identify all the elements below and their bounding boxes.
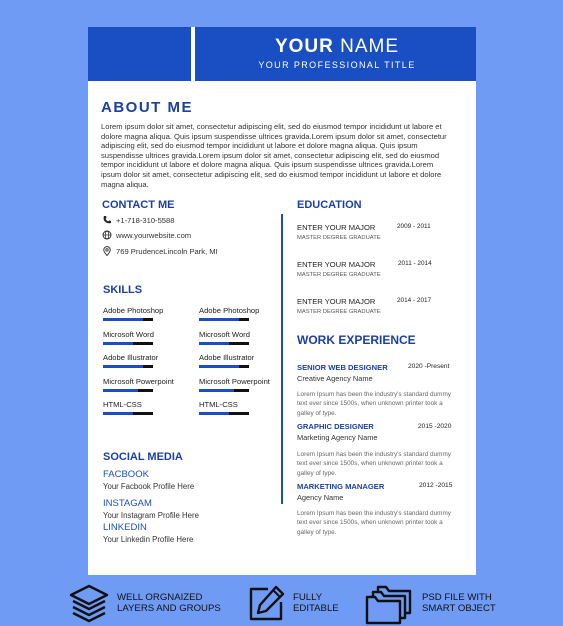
skill-bar	[199, 365, 249, 368]
phone-text: +1-718-310-5588	[116, 215, 175, 225]
skill-bar	[199, 412, 249, 415]
social-label-facebook[interactable]: FACBOOK	[103, 469, 149, 480]
skill-name: Microsoft Powerpoint	[199, 377, 270, 386]
job-dates: 2012 -2015	[419, 482, 453, 489]
education-degree: MASTER DEGREE GRADUATE	[297, 309, 381, 315]
education-heading: EDUCATION	[297, 199, 362, 211]
job-agency: Marketing Agency Name	[297, 433, 378, 442]
skill-name: Adobe Photoshop	[199, 306, 260, 315]
skill-name: Adobe Illustrator	[199, 353, 255, 362]
about-text: Lorem ipsum dolor sit amet, consectetur adipiscing elit, sed do eiusmod tempor incididunt ut labore et dolore magna aliqua. Quis ipsum suspendisse ultrices gravida.Lorem ipsum dolor sit amet, consectetur adipiscing elit, sed do eiusmod tempor incididunt ut labore et dolore magna aliqua. Quis ipsum suspendisse ultrices gravida.Lorem ipsum dolor sit amet, consectetur adipiscing elit, sed do eiusmod tempor incididunt ut labore et dolore magna aliqua. Quis ipsum suspendisse ultrices gravida.Lorem ipsum dolor sit amet, consectetur adipiscing elit, sed do eiusmod tempor incididunt ut labore et dolore magna aliqua.	[101, 122, 447, 189]
skill-bar-fill	[199, 389, 234, 392]
skill-bar-fill	[199, 342, 229, 345]
social-facebook-profile[interactable]: Your Facbook Profile Here	[103, 482, 195, 491]
skill-bar-fill	[103, 389, 138, 392]
education-years: 2014 - 2017	[397, 297, 432, 304]
skill-bar-fill	[199, 412, 229, 415]
education-degree: MASTER DEGREE GRADUATE	[297, 272, 381, 278]
skill-name: Microsoft Powerpoint	[103, 377, 174, 386]
job-title: MARKETING MANAGER	[297, 482, 385, 491]
job-description: Lorem Ipsum has been the industry's standard dummy text ever since 1500s, when unknown printer took a galley of type.	[297, 451, 451, 477]
address-text: 769 PrudenceLincoln Park, MI	[116, 246, 218, 256]
edit-icon	[246, 584, 286, 622]
globe-icon	[102, 230, 112, 240]
experience-heading: WORK EXPERIENCE	[297, 333, 416, 347]
resume-sheet	[88, 27, 476, 575]
skill-bar-fill	[103, 412, 133, 415]
skill-bar	[199, 318, 249, 321]
phone-icon	[102, 215, 112, 225]
skill-name: Adobe Photoshop	[103, 306, 164, 315]
education-degree: MASTER DEGREE GRADUATE	[297, 235, 381, 241]
contact-phone	[102, 215, 174, 225]
skill-bar	[199, 389, 249, 392]
education-major: ENTER YOUR MAJOR	[297, 260, 376, 269]
skill-bar	[103, 389, 153, 392]
skill-bar-fill	[103, 342, 133, 345]
location-pin-icon	[102, 246, 112, 256]
education-major: ENTER YOUR MAJOR	[297, 223, 376, 232]
job-title: GRAPHIC DESIGNER	[297, 422, 374, 431]
resume-name: YOUR NAME	[274, 36, 400, 57]
skills-heading: SKILLS	[103, 284, 143, 296]
skill-name: Adobe Illustrator	[103, 353, 159, 362]
education-years: 2009 - 2011	[397, 223, 431, 230]
folders-icon	[364, 583, 414, 625]
skill-bar	[103, 365, 153, 368]
skill-bar-fill	[199, 365, 239, 368]
job-title: SENIOR WEB DESIGNER	[297, 363, 388, 372]
skill-name: Microsoft Word	[103, 330, 154, 339]
layers-icon	[68, 583, 110, 623]
header-divider	[191, 27, 195, 81]
contact-heading: CONTACT ME	[102, 199, 175, 211]
social-label-instagram[interactable]: INSTAGAM	[103, 498, 152, 509]
about-heading: ABOUT ME	[101, 99, 193, 116]
website-text: www.yourwebsite.com	[116, 230, 192, 240]
skill-bar-fill	[103, 365, 143, 368]
job-description: Lorem Ipsum has been the industry's standard dummy text ever since 1500s, when unknown printer took a galley of type.	[297, 510, 451, 536]
social-instagram-profile[interactable]: Your Instagram Profile Here	[103, 511, 199, 520]
job-agency: Agency Name	[297, 493, 344, 502]
education-major: ENTER YOUR MAJOR	[297, 297, 376, 306]
education-years: 2011 - 2014	[398, 260, 432, 267]
social-linkedin-profile[interactable]: Your Linkedin Profile Here	[103, 535, 194, 544]
skill-bar-fill	[199, 318, 239, 321]
skill-bar	[103, 412, 153, 415]
professional-title: YOUR PROFESSIONAL TITLE	[258, 60, 416, 70]
skill-bar-fill	[103, 318, 143, 321]
skill-bar	[199, 342, 249, 345]
skill-name: HTML-CSS	[199, 400, 238, 409]
social-heading: SOCIAL MEDIA	[103, 451, 183, 463]
feature-psd-text: PSD FILE WITH SMART OBJECT	[422, 592, 496, 614]
contact-website	[102, 230, 191, 240]
contact-address	[102, 246, 218, 256]
skill-bar	[103, 318, 153, 321]
job-dates: 2020 -Present	[408, 363, 450, 370]
social-label-linkedin[interactable]: LINKEDIN	[103, 522, 147, 533]
feature-layers-text: WELL ORGNAIZED LAYERS AND GROUPS	[117, 592, 221, 614]
skill-bar	[103, 342, 153, 345]
job-description: Lorem Ipsum has been the industry's standard dummy text ever since 1500s, when unknown printer took a galley of type.	[297, 391, 451, 417]
job-dates: 2015 -2020	[418, 423, 452, 430]
job-agency: Creative Agency Name	[297, 374, 373, 383]
feature-editable-text: FULLY EDITABLE	[293, 592, 339, 614]
resume-header	[88, 27, 476, 81]
skill-name: HTML-CSS	[103, 400, 142, 409]
column-divider	[281, 214, 283, 504]
skill-name: Microsoft Word	[199, 330, 250, 339]
